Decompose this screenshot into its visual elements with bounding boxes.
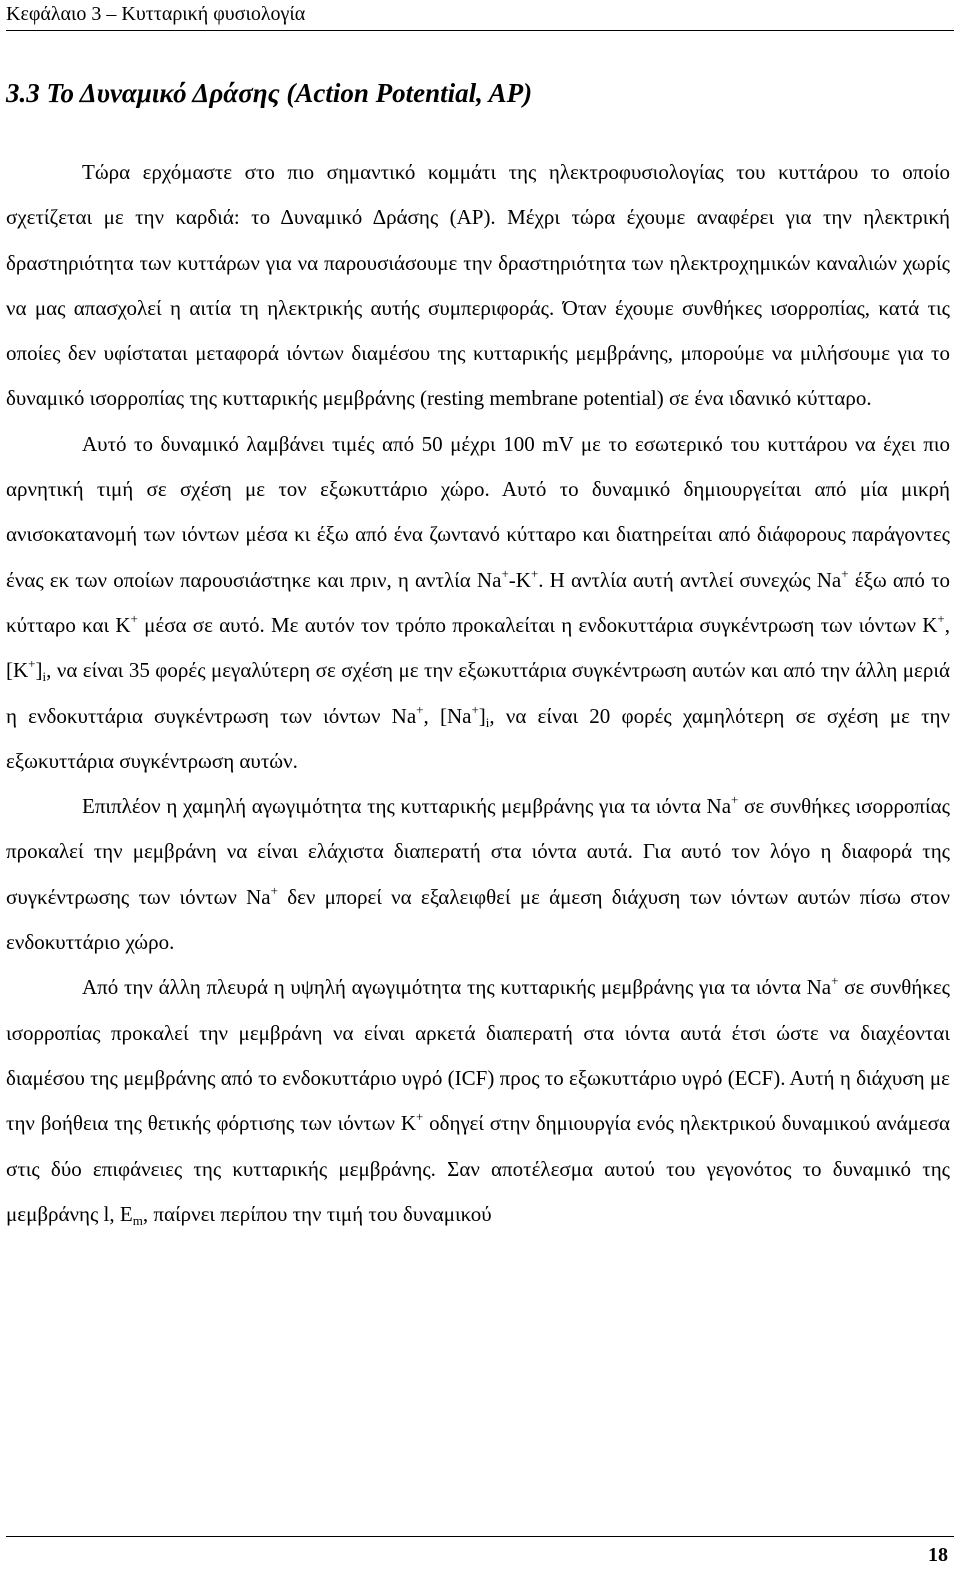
paragraph-4-text-a: Από την άλλη πλευρά η υψηλή αγωγιμότητα της κυτταρικής μεμβράνης για τα ιόντα Na — [82, 975, 832, 1000]
paragraph-2-text-d: έξω από το κύτταρο και K — [6, 567, 951, 637]
page-number: 18 — [928, 1544, 948, 1566]
section-title: 3.3 Το Δυναμικό Δράσης (Action Potential, AP) — [6, 78, 533, 108]
chapter-header: Κεφάλαιο 3 – Κυτταρική φυσιολογία — [6, 2, 954, 31]
subscript-i: i — [42, 669, 47, 685]
superscript-plus: + — [501, 565, 509, 581]
paragraph-2-text-e: μέσα σε αυτό. Με αυτόν τον τρόπο προκαλείται η ενδοκυττάρια συγκέντρωση των ιόντων K — [137, 612, 938, 637]
paragraph-2-text-c: . Η αντλία αυτή αντλεί συνεχώς Na — [538, 567, 842, 592]
superscript-plus: + — [28, 656, 36, 672]
body-text — [6, 150, 950, 1237]
superscript-plus: + — [416, 1109, 424, 1125]
paragraph-3-text-c: δεν μπορεί να εξαλειφθεί με άμεση διάχυση των ιόντων αυτών πίσω στον ενδοκυττάριο χώρο. — [6, 884, 950, 955]
paragraph-2-text-a: Αυτό το δυναμικό λαμβάνει τιμές από 50 μέχρι 100 mV με το εσωτερικό του κυττάρου να έχει πιο αρνητική τιμή σε σχέση με τον εξωκυττάριο χώρο. Αυτό το δυναμικό δημιουργείται από μία μικρή ανισοκατανομή των ιόντων μέσα κι έξω από ένα ζωντανό κύτταρο και διατηρείται από διάφορους παράγοντες ένας εκ των οποίων παρουσιάστηκε και πριν, η αντλία Na — [6, 431, 950, 592]
paragraph-3-text-b: σε συνθήκες ισορροπίας προκαλεί την μεμβράνη να είναι ελάχιστα διαπερατή στα ιόντα αυτά. Για αυτό τον λόγο η διαφορά της συγκέντρωσης των ιόντων Na — [6, 794, 950, 909]
superscript-plus: + — [416, 701, 424, 717]
paragraph-2-text-i: , [Na — [423, 703, 472, 728]
paragraph-2-text-k: , να είναι 20 φορές χαμηλότερη σε σχέση με την εξωκυττάρια συγκέντρωση αυτών. — [6, 703, 951, 773]
paragraph-4-text-c: οδηγεί στην δημιουργία ενός ηλεκτρικού δυναμικού ανάμεσα στις δύο επιφάνειες της κυτταρικής μεμβράνης. Σαν αποτέλεσμα αυτού του γεγονότος το δυναμικό της μεμβράνης l, E — [6, 1111, 951, 1226]
superscript-plus: + — [471, 701, 479, 717]
paragraph-2-text-g: ] — [35, 658, 43, 683]
superscript-plus: + — [530, 565, 539, 581]
subscript-i: i — [485, 714, 490, 730]
paragraph-2 — [6, 422, 950, 784]
paragraph-2-text-j: ] — [478, 703, 486, 728]
paragraph-2-text-f: , [K — [6, 612, 950, 683]
subscript-m: m — [132, 1212, 143, 1228]
paragraph-3-text-a: Επιπλέον η χαμηλή αγωγιμότητα της κυτταρικής μεμβράνης για τα ιόντα Na — [82, 794, 732, 819]
paragraph-1 — [6, 150, 950, 422]
paragraph-3 — [6, 784, 950, 965]
paragraph-2-text-b: -K — [508, 567, 531, 592]
paragraph-2-text-h: , να είναι 35 φορές μεγαλύτερη σε σχέση με την εξωκυττάρια συγκέντρωση αυτών και από την άλλη μεριά η ενδοκυττάρια συγκέντρωση των ιόντων Na — [6, 658, 950, 728]
paragraph-1-text: Τώρα ερχόμαστε στο πιο σημαντικό κομμάτι της ηλεκτροφυσιολογίας του κυττάρου το οποίο σχετίζεται με την καρδιά: το Δυναμικό Δράσης (AP). Μέχρι τώρα έχουμε αναφέρει για την ηλεκτρική δραστηριότητα των κυττάρων για να παρουσιάσουμε την δραστηριότητα των ηλεκτροχημικών καναλιών χωρίς να μας απασχολεί η αιτία τη ηλεκτρικής αυτής συμπεριφοράς. Όταν έχουμε συνθήκες ισορροπίας, κατά τις οποίες δεν υφίσταται μεταφορά ιόντων διαμέσου της κυτταρικής μεμβράνης, μπορούμε να μιλήσουμε για το δυναμικό ισορροπίας της κυτταρικής μεμβράνης (resting membrane potential) σε ένα ιδανικό κύτταρο. — [6, 160, 950, 411]
paragraph-4 — [6, 965, 950, 1237]
superscript-plus: + — [841, 565, 849, 581]
superscript-plus: + — [937, 610, 945, 626]
page-footer-rule — [6, 1536, 954, 1537]
superscript-plus: + — [270, 882, 278, 898]
superscript-plus: + — [831, 973, 839, 989]
paragraph-4-text-b: σε συνθήκες ισορροπίας προκαλεί την μεμβράνη να είναι αρκετά διαπερατή στα ιόντα αυτά έτσι ώστε να διαχέονται διαμέσου της μεμβράνης από το ενδοκυττάριο υγρό (ICF) προς το εξωκυττάριο υγρό (ECF). Αυτή η διάχυση με την βοήθεια της θετικής φόρτισης των ιόντων K — [6, 975, 950, 1136]
superscript-plus: + — [130, 610, 138, 626]
paragraph-4-text-d: , παίρνει περίπου την τιμή του δυναμικού — [142, 1201, 492, 1226]
superscript-plus: + — [731, 792, 739, 808]
